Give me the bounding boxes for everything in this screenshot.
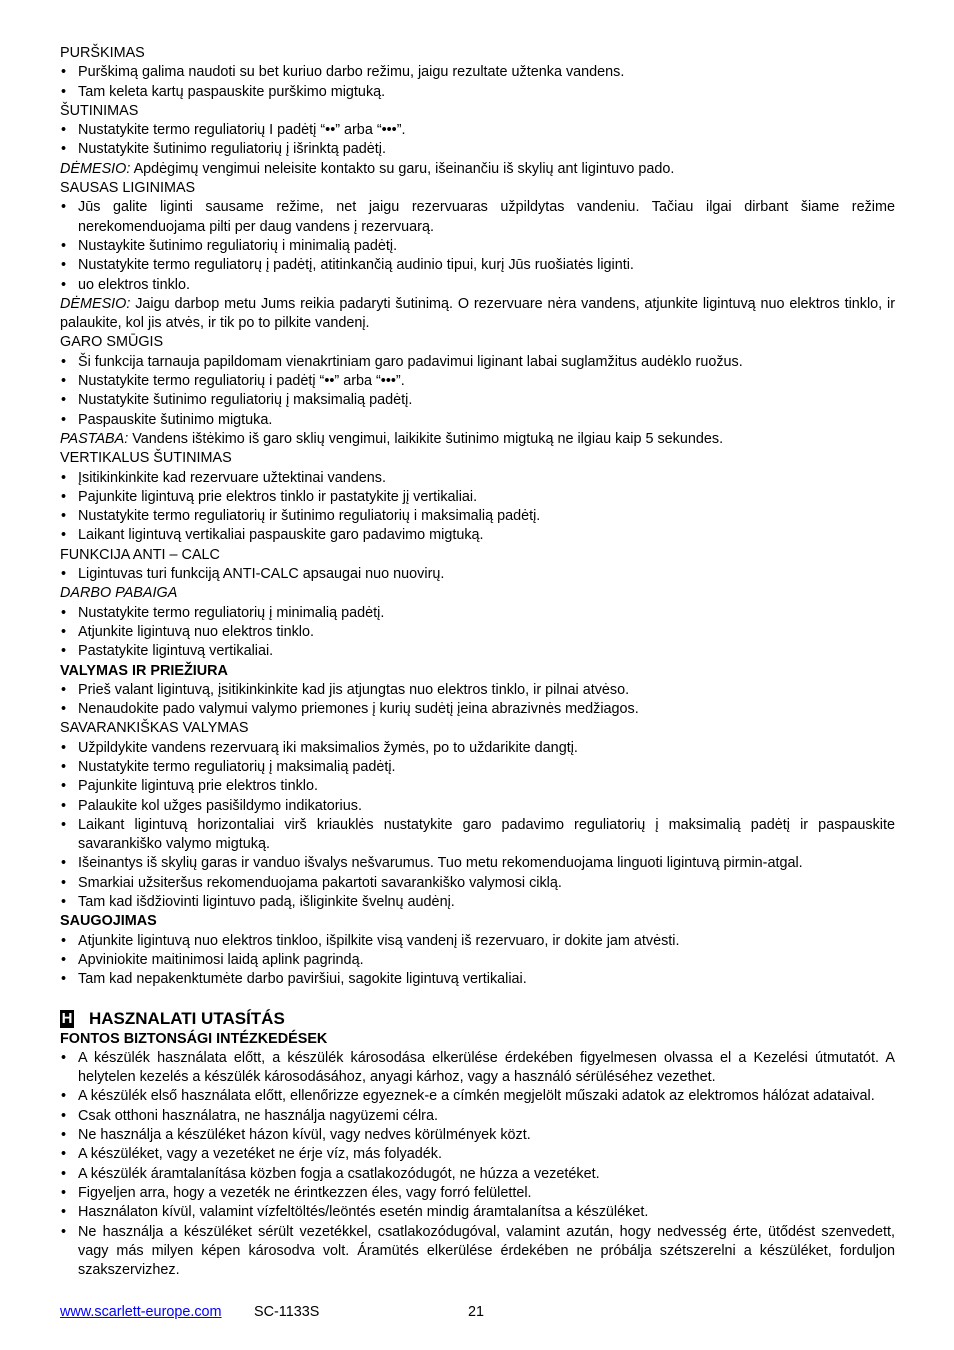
- list-item: [60, 391, 895, 410]
- list-item-text: A készülék áramtalanítása közben fogja a csatlakozódugót, ne húzza a vezetéket.: [78, 1165, 600, 1182]
- list-item: [60, 353, 895, 372]
- note-paragraph: [60, 430, 895, 449]
- list-item: [60, 121, 895, 140]
- list-item: [60, 565, 895, 584]
- list-item: [60, 932, 895, 951]
- section-heading: VALYMAS IR PRIEŽIURA: [60, 662, 228, 679]
- list-item: [60, 411, 895, 430]
- list-item-text: Nustatykite termo reguliatorių į minimalią padėtį.: [78, 604, 385, 621]
- note-text: Vandens ištėkimo iš garo sklių vengimui, laikikite šutinimo migtuką ne ilgiau kaip 5 sekundes.: [128, 430, 724, 447]
- bullet-icon: •: [61, 932, 67, 949]
- note-lead: DĖMESIO:: [60, 160, 131, 177]
- section-heading: SAUGOJIMAS: [60, 913, 157, 930]
- list-item: [60, 854, 895, 873]
- list-item: [60, 681, 895, 700]
- bullet-icon: •: [61, 1049, 67, 1066]
- list-item-text: Nustatykite šutinimo reguliatorių į maksimalią padėtį.: [78, 392, 413, 409]
- bullet-list: [60, 198, 895, 294]
- list-item-text: A készülék használata előtt, a készülék károsodása elkerülése érdekében figyelmesen olvassa el a Kezelési útmutatót. A helytelen kezelés a készülék károsodásához, anyagi kárhoz, vagy a használó sérüléséhez vezethet.: [78, 1049, 895, 1086]
- note-paragraph: [60, 160, 895, 179]
- bullet-icon: •: [61, 855, 67, 872]
- list-item-text: Figyeljen arra, hogy a vezeték ne érintkezzen éles, vagy forró felülettel.: [78, 1184, 532, 1201]
- bullet-icon: •: [61, 1184, 67, 1201]
- list-item-text: Nustatykite termo reguliatorių I padėtį “••” arba “•••”.: [78, 122, 406, 139]
- list-item-text: Nenaudokite pado valymui valymo priemones į kurių sudėtį įeina abrazivnės medžiagos.: [78, 701, 639, 718]
- list-item: [60, 970, 895, 989]
- list-item-text: Nustatykite termo reguliatorių ir šutinimo reguliatorių i maksimalią padėtį.: [78, 508, 541, 525]
- section-heading: GARO SMŪGIS: [60, 334, 164, 351]
- bullet-icon: •: [61, 64, 67, 81]
- list-item: [60, 63, 895, 82]
- list-item-text: Pajunkite ligintuvą prie elektros tinklo.: [78, 778, 318, 795]
- note-text: Jaigu darbop metu Jums reikia padaryti šutinimą. O rezervuare nėra vandens, atjunkite ligintuvą nuo elektros tinklo, ir palaukite, kol jis atvės, ir tik po to pilkite vandenį.: [60, 295, 895, 332]
- list-item: [60, 1165, 895, 1184]
- list-item: [60, 874, 895, 893]
- bullet-icon: •: [61, 951, 67, 968]
- list-item-text: Prieš valant ligintuvą, įsitikinkinkite kad jis atjungtas nuo elektros tinklo, ir pilnai atvėso.: [78, 681, 630, 698]
- bullet-icon: •: [61, 797, 67, 814]
- model-number: SC-1133S: [254, 1304, 320, 1320]
- list-item-text: Csak otthoni használatra, ne használja nagyüzemi célra.: [78, 1107, 438, 1124]
- list-item: [60, 469, 895, 488]
- note-text: Apdėgimų vengimui neleisite kontakto su garu, išeinančiu iš skylių ant ligintuvo pado.: [130, 160, 675, 177]
- bullet-list: [60, 353, 895, 430]
- bullet-icon: •: [61, 1223, 67, 1240]
- bullet-icon: •: [61, 83, 67, 100]
- list-item-text: Használaton kívül, valamint vízfeltöltés/leöntés esetén mindig áramtalanítsa a készüléket.: [78, 1204, 649, 1221]
- bullet-icon: •: [61, 411, 67, 428]
- list-item: [60, 237, 895, 256]
- list-item: [60, 604, 895, 623]
- bullet-icon: •: [61, 1146, 67, 1163]
- list-item: [60, 816, 895, 855]
- list-item: [60, 797, 895, 816]
- bullet-icon: •: [61, 1127, 67, 1144]
- bullet-list: [60, 121, 895, 160]
- list-item-text: Nustatykite termo reguliatorų į padėtį, atitinkančią audinio tipui, kurį Jūs ruošiatės liginti.: [78, 257, 634, 274]
- list-item: [60, 372, 895, 391]
- section-heading: PURŠKIMAS: [60, 45, 145, 61]
- list-item-text: Užpildykite vandens rezervuarą iki maksimalios žymės, po to uždarikite dangtį.: [78, 739, 578, 756]
- list-item: [60, 739, 895, 758]
- list-item: [60, 758, 895, 777]
- list-item-text: Nustatykite termo reguliatorių i padėtį “••” arba “•••”.: [78, 373, 405, 390]
- list-item: [60, 951, 895, 970]
- language-section-header: [60, 1008, 895, 1030]
- list-item-text: Atjunkite ligintuvą nuo elektros tinklo.: [78, 623, 314, 640]
- list-item: [60, 1049, 895, 1088]
- section-heading: SAUSAS LIGINIMAS: [60, 180, 196, 197]
- bullet-list: [60, 1049, 895, 1281]
- list-item: [60, 1087, 895, 1106]
- list-item: [60, 488, 895, 507]
- language-badge: H: [61, 1009, 73, 1027]
- note-lead: PASTABA:: [60, 430, 129, 447]
- list-item-text: uo elektros tinklo.: [78, 276, 190, 293]
- bullet-icon: •: [61, 739, 67, 756]
- bullet-icon: •: [61, 971, 67, 988]
- bullet-icon: •: [61, 276, 67, 293]
- bullet-icon: •: [61, 701, 67, 718]
- list-item: [60, 1203, 895, 1222]
- list-item-text: Tam kad išdžiovinti ligintuvo padą, išliginkite švelnų audėnį.: [78, 894, 455, 911]
- bullet-icon: •: [61, 758, 67, 775]
- bullet-icon: •: [61, 1204, 67, 1221]
- bullet-icon: •: [61, 353, 67, 370]
- section-heading: VERTIKALUS ŠUTINIMAS: [60, 450, 232, 467]
- list-item-text: Išeinantys iš skylių garas ir vanduo išvalys nešvarumus. Tuo metu rekomenduojama linguoti ligintuvą pirmin-atgal.: [78, 855, 803, 872]
- page-footer: [60, 1303, 895, 1323]
- list-item-text: Apviniokite maitinimosi laidą aplink pagrindą.: [78, 951, 364, 968]
- bullet-icon: •: [61, 1107, 67, 1124]
- list-item: [60, 1184, 895, 1203]
- bullet-icon: •: [61, 1165, 67, 1182]
- bullet-list: [60, 63, 895, 102]
- list-item: [60, 256, 895, 275]
- bullet-icon: •: [61, 508, 67, 525]
- bullet-icon: •: [61, 894, 67, 911]
- section-heading: SAVARANKIŠKAS VALYMAS: [60, 720, 249, 737]
- list-item: [60, 893, 895, 912]
- list-item: [60, 1145, 895, 1164]
- list-item: [60, 1126, 895, 1145]
- section-heading: FONTOS BIZTONSÁGI INTÉZKEDÉSEK: [60, 1030, 328, 1047]
- bullet-icon: •: [61, 623, 67, 640]
- bullet-icon: •: [61, 527, 67, 544]
- bullet-icon: •: [61, 122, 67, 139]
- list-item: [60, 1223, 895, 1281]
- bullet-icon: •: [61, 469, 67, 486]
- bullet-list: [60, 932, 895, 990]
- bullet-icon: •: [61, 643, 67, 660]
- bullet-icon: •: [61, 237, 67, 254]
- section-heading: DARBO PABAIGA: [60, 585, 178, 602]
- bullet-icon: •: [61, 141, 67, 158]
- section-heading: ŠUTINIMAS: [60, 102, 139, 119]
- bullet-icon: •: [61, 778, 67, 795]
- bullet-icon: •: [61, 1088, 67, 1105]
- list-item-text: Smarkiai užsiteršus rekomenduojama pakartoti savarankiško valymosi ciklą.: [78, 874, 562, 891]
- section-title: HASZNALATI UTASÍTÁS: [89, 1008, 285, 1028]
- list-item-text: Ligintuvas turi funkciją ANTI-CALC apsaugai nuo nuovirų.: [78, 566, 445, 583]
- list-item-text: Ne használja a készüléket házon kívül, vagy nedves körülmények közt.: [78, 1127, 531, 1144]
- section-heading: FUNKCIJA ANTI – CALC: [60, 546, 220, 563]
- bullet-icon: •: [61, 566, 67, 583]
- list-item: [60, 276, 895, 295]
- list-item-text: Atjunkite ligintuvą nuo elektros tinkloo, išpilkite visą vandenį iš rezervuaro, ir dokite jam atvėsti.: [78, 932, 680, 949]
- page-number: 21: [468, 1304, 485, 1320]
- bullet-icon: •: [61, 604, 67, 621]
- bullet-icon: •: [61, 874, 67, 891]
- list-item-text: Tam keleta kartų paspauskite purškimo migtuką.: [78, 83, 386, 100]
- list-item: [60, 777, 895, 796]
- note-lead: DĖMESIO:: [60, 295, 131, 312]
- list-item-text: Purškimą galima naudoti su bet kuriuo darbo režimu, jaigu rezultate užtenka vandens.: [78, 64, 625, 81]
- list-item-text: Jūs galite liginti sausame režime, net jaigu rezervuaras užpildytas vandeniu. Tačiau ilgai dirbant šiame režime nerekomenduojama pilti per daug vandens į rezervuarą.: [78, 199, 895, 235]
- bullet-list: [60, 604, 895, 662]
- bullet-list: [60, 739, 895, 913]
- list-item-text: Tam kad nepakenktumėte darbo paviršiui, sagokite ligintuvą vertikaliai.: [78, 971, 527, 988]
- bullet-icon: •: [61, 816, 67, 833]
- note-paragraph: [60, 295, 895, 334]
- list-item: [60, 507, 895, 526]
- list-item-text: Palaukite kol užges pasišildymo indikatorius.: [78, 797, 362, 814]
- bullet-icon: •: [61, 373, 67, 390]
- list-item-text: Nustatykite šutinimo reguliatorių į išrinktą padėtį.: [78, 141, 386, 158]
- list-item-text: Įsitikinkinkite kad rezervuare užtektinai vandens.: [78, 469, 386, 486]
- bullet-icon: •: [61, 488, 67, 505]
- bullet-icon: •: [61, 257, 67, 274]
- list-item-text: Nustaykite šutinimo reguliatorių i minimalią padėtį.: [78, 237, 398, 254]
- document-body: [60, 44, 895, 1280]
- list-item: [60, 623, 895, 642]
- list-item-text: Pastatykite ligintuvą vertikaliai.: [78, 643, 274, 660]
- bullet-list: [60, 565, 895, 584]
- bullet-icon: •: [61, 199, 67, 216]
- list-item-text: Nustatykite termo reguliatorių į maksimalią padėtį.: [78, 758, 396, 775]
- list-item: [60, 140, 895, 159]
- list-item-text: A készülék első használata előtt, ellenőrizze egyeznek-e a címkén megjelölt műszaki adatok az elektromos hálózat adataival.: [78, 1088, 875, 1105]
- list-item-text: A készüléket, vagy a vezetéket ne érje víz, más folyadék.: [78, 1146, 442, 1163]
- list-item: [60, 198, 895, 237]
- bullet-list: [60, 681, 895, 720]
- bullet-icon: •: [61, 681, 67, 698]
- list-item: [60, 700, 895, 719]
- list-item-text: Laikant ligintuvą vertikaliai paspauskite garo padavimo migtuką.: [78, 527, 484, 544]
- list-item: [60, 1107, 895, 1126]
- website-link[interactable]: www.scarlett-europe.com: [60, 1304, 222, 1320]
- list-item: [60, 83, 895, 102]
- list-item-text: Ši funkcija tarnauja papildomam vienakrtiniam garo padavimui liginant labai suglamžitus audėklo ruožus.: [78, 353, 743, 370]
- list-item-text: Pajunkite ligintuvą prie elektros tinklo ir pastatykite jį vertikaliai.: [78, 488, 478, 505]
- list-item: [60, 642, 895, 661]
- list-item-text: Laikant ligintuvą horizontaliai virš kriauklės nustatykite garo padavimo reguliatorių į maksimalią padėtį ir paspauskite savarankiško valymo migtuką.: [78, 816, 895, 853]
- bullet-list: [60, 469, 895, 546]
- list-item-text: Ne használja a készüléket sérült vezetékkel, csatlakozódugóval, valamint azután, hogy nedvesség érte, ütődést szenvedett, vagy más milyen képen károsodva volt. Áramütés elkerülése érdekében ne próbálja szétszerelni a készüléket, forduljon szakszervizhez.: [78, 1223, 895, 1279]
- list-item: [60, 526, 895, 545]
- list-item-text: Paspauskite šutinimo migtuka.: [78, 411, 273, 428]
- bullet-icon: •: [61, 392, 67, 409]
